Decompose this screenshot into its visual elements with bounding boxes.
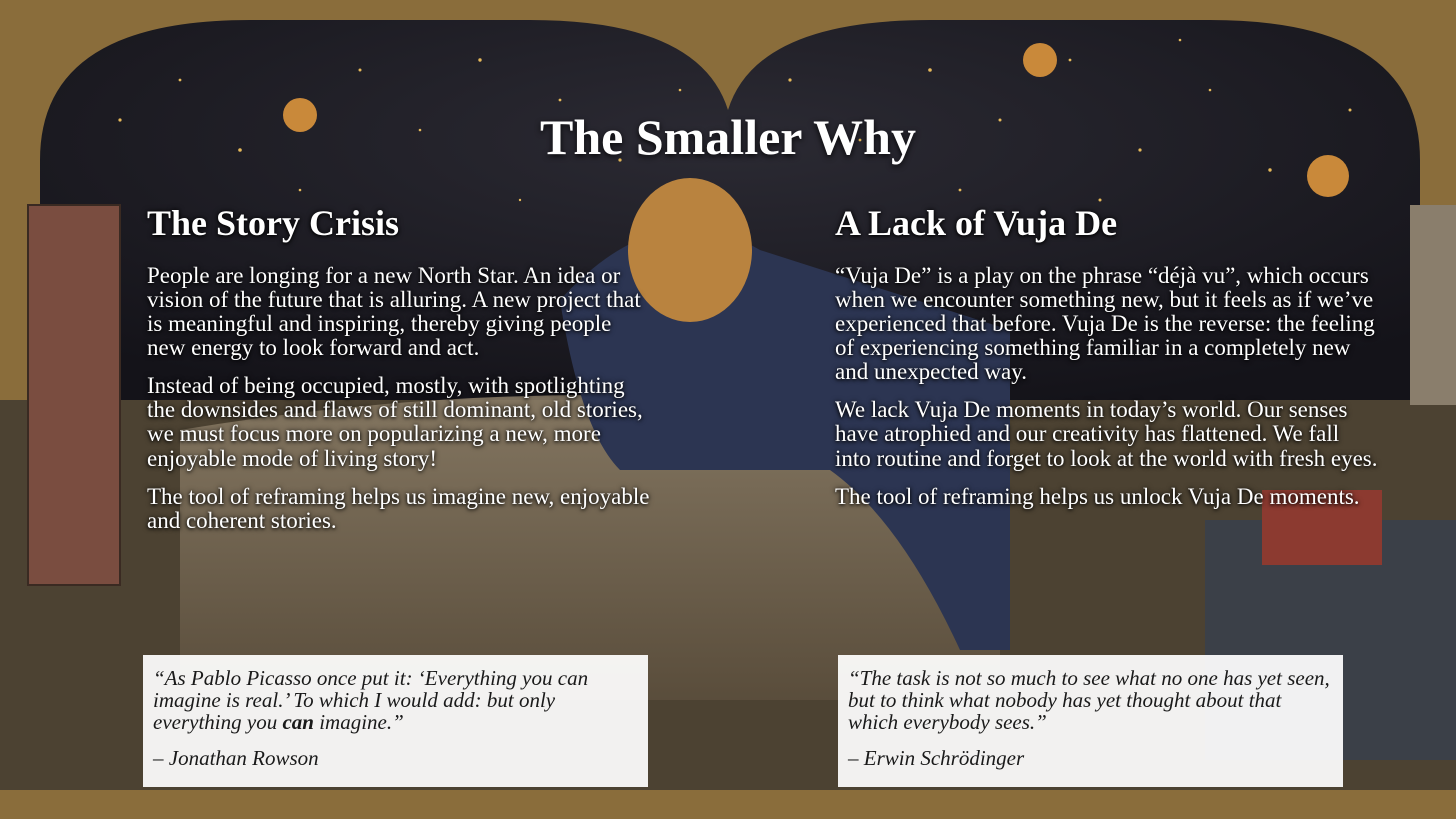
quote-text-left-end: imagine.” (313, 710, 404, 735)
page-title: The Smaller Why (540, 109, 916, 165)
left-column (147, 204, 652, 547)
right-heading: A Lack of Vuja De (835, 203, 1118, 243)
quote-box-right (838, 655, 1343, 787)
quote-emphasis: can (282, 710, 314, 735)
left-paragraph-2: Instead of being occupied, mostly, with spotlighting the downsides and flaws of still dominant, old stories, we must focus more on popularizing a new, more enjoyable mode of living story! (147, 373, 643, 471)
planet-top-right (1023, 43, 1057, 77)
right-paragraph-2: We lack Vuja De moments in today’s world. Our senses have atrophied and our creativity has flattened. We fall into routine and forget to look at the world with fresh eyes. (835, 397, 1378, 471)
right-column (835, 204, 1380, 523)
left-heading: The Story Crisis (147, 203, 399, 243)
quote-text-left (153, 667, 638, 733)
quote-text-right: “The task is not so much to see what no one has yet seen, but to think what nobody has yet thought about that which everybody sees.” (848, 666, 1330, 735)
quote-author-left: – Jonathan Rowson (153, 746, 319, 771)
quote-author-right: – Erwin Schrödinger (848, 746, 1025, 771)
quote-box-left (143, 655, 648, 787)
right-paragraph-3: The tool of reframing helps us unlock Vuja De moments. (835, 483, 1360, 509)
right-paragraph-1: “Vuja De” is a play on the phrase “déjà vu”, which occurs when we encounter something new, but it feels as if we’ve experienced that before. Vuja De is the reverse: the feeling of experiencing something familiar in a completely new and unexpected way. (835, 262, 1375, 385)
left-paragraph-1: People are longing for a new North Star. An idea or vision of the future that is alluring. A new project that is meaningful and inspiring, thereby giving people new energy to look forward and act. (147, 262, 641, 361)
left-paragraph-3: The tool of reframing helps us imagine new, enjoyable and coherent stories. (147, 483, 650, 533)
quote-text-left-start: “As Pablo Picasso once put it: ‘Everything you can imagine is real.’ To which I would add: but only everything you (153, 666, 589, 735)
